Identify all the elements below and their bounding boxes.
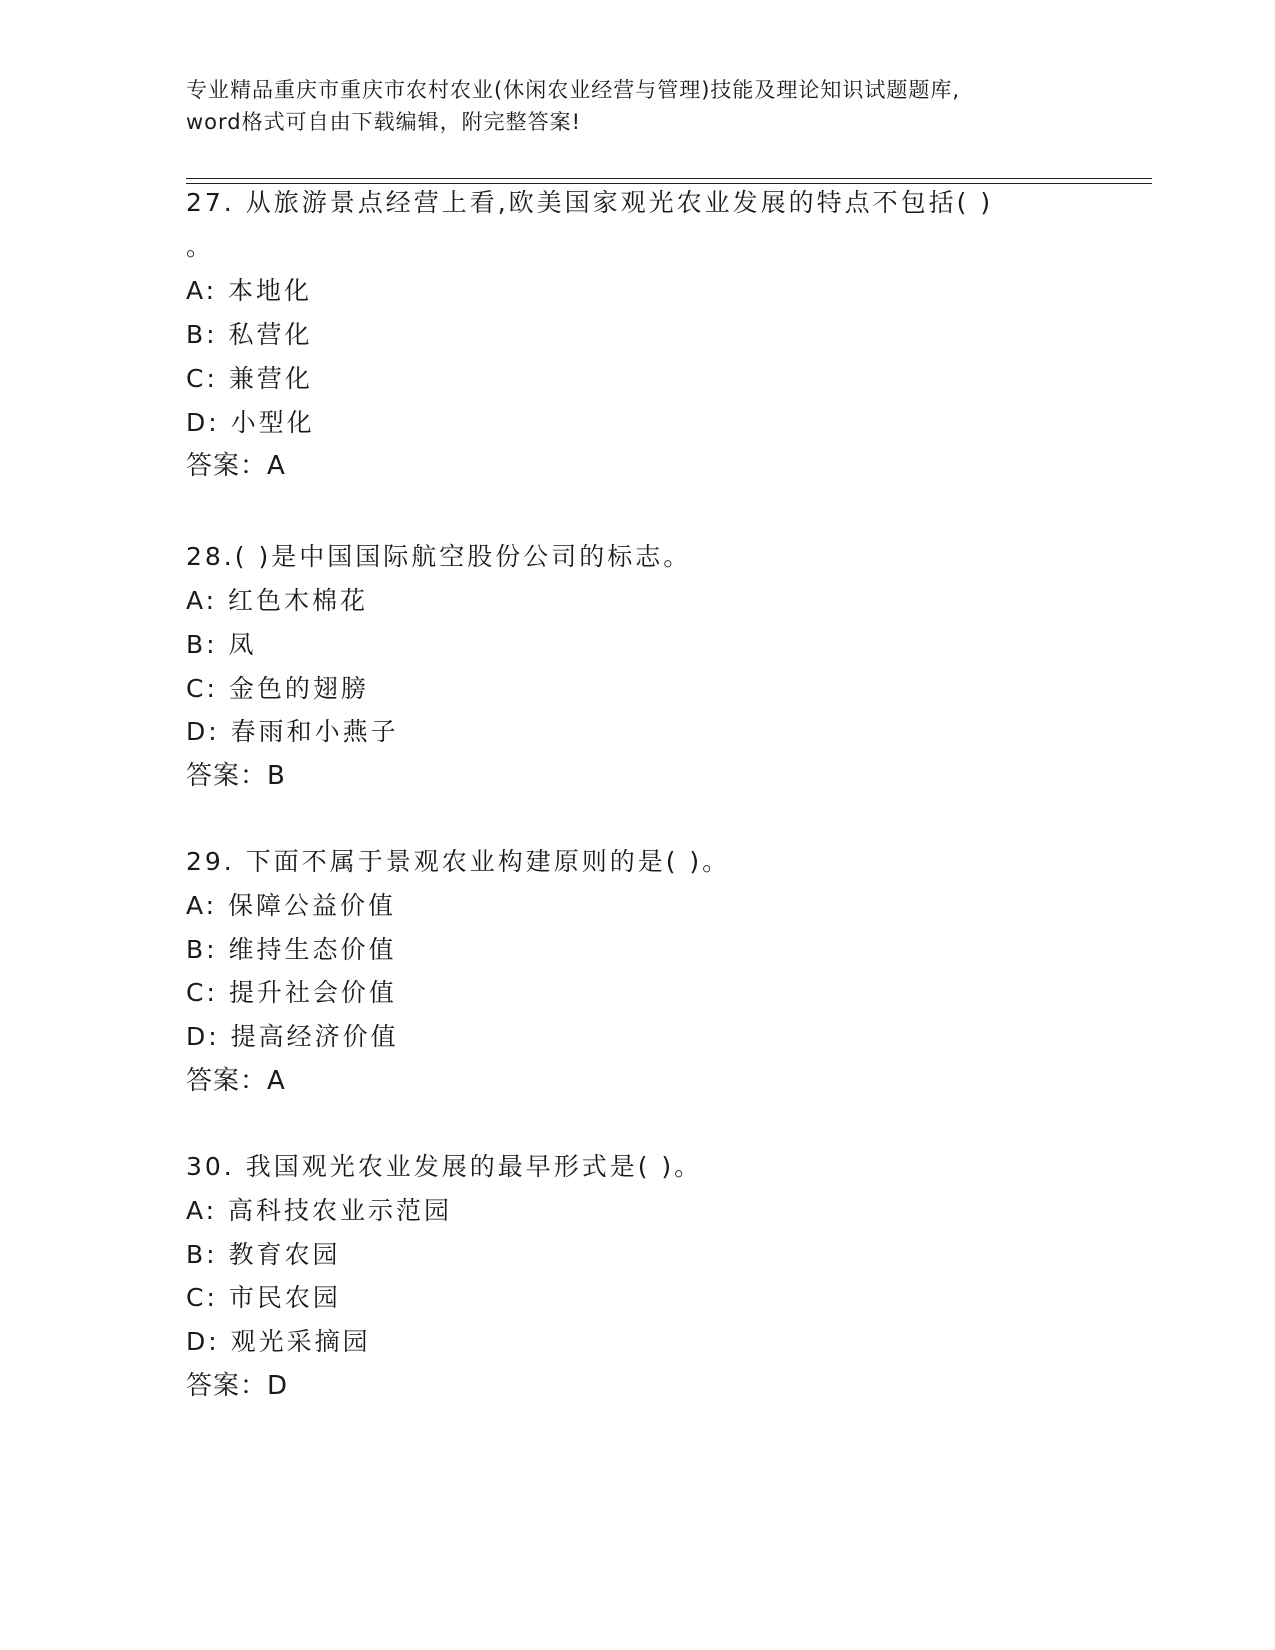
option-d: D: 小型化 bbox=[186, 408, 315, 437]
option-c: C: 兼营化 bbox=[186, 364, 313, 393]
question-stem: 28.( )是中国国际航空股份公司的标志。 bbox=[186, 542, 692, 571]
option-a: A: 本地化 bbox=[186, 276, 313, 305]
header-divider-bottom bbox=[186, 183, 1152, 184]
document-header bbox=[186, 74, 1086, 138]
header-title-line-1: 专业精品重庆市重庆市农村农业(休闲农业经营与管理)技能及理论知识试题题库, bbox=[186, 78, 961, 102]
answer-label: 答案：B bbox=[186, 761, 286, 791]
answer-label: 答案：A bbox=[186, 1066, 286, 1096]
header-title-line-2: word格式可自由下载编辑，附完整答案! bbox=[186, 110, 582, 134]
option-d: D: 春雨和小燕子 bbox=[186, 717, 399, 746]
option-c: C: 金色的翅膀 bbox=[186, 674, 369, 703]
option-b: B: 教育农园 bbox=[186, 1240, 341, 1269]
question-stem: 27. 从旅游景点经营上看,欧美国家观光农业发展的特点不包括( ) bbox=[186, 188, 994, 217]
question-stem: 29. 下面不属于景观农业构建原则的是( )。 bbox=[186, 847, 731, 876]
answer-label: 答案：A bbox=[186, 451, 286, 481]
option-b: B: 维持生态价值 bbox=[186, 935, 397, 964]
option-a: A: 高科技农业示范园 bbox=[186, 1196, 453, 1225]
option-c: C: 市民农园 bbox=[186, 1283, 341, 1312]
question-stem-continuation: 。 bbox=[186, 232, 215, 261]
header-divider-top bbox=[186, 178, 1152, 179]
option-b: B: 凤 bbox=[186, 630, 257, 659]
option-a: A: 保障公益价值 bbox=[186, 891, 397, 920]
option-d: D: 观光采摘园 bbox=[186, 1327, 371, 1356]
option-d: D: 提高经济价值 bbox=[186, 1022, 399, 1051]
question-stem: 30. 我国观光农业发展的最早形式是( )。 bbox=[186, 1152, 703, 1181]
answer-label: 答案：D bbox=[186, 1371, 289, 1401]
option-c: C: 提升社会价值 bbox=[186, 978, 397, 1007]
option-a: A: 红色木棉花 bbox=[186, 586, 369, 615]
option-b: B: 私营化 bbox=[186, 320, 313, 349]
